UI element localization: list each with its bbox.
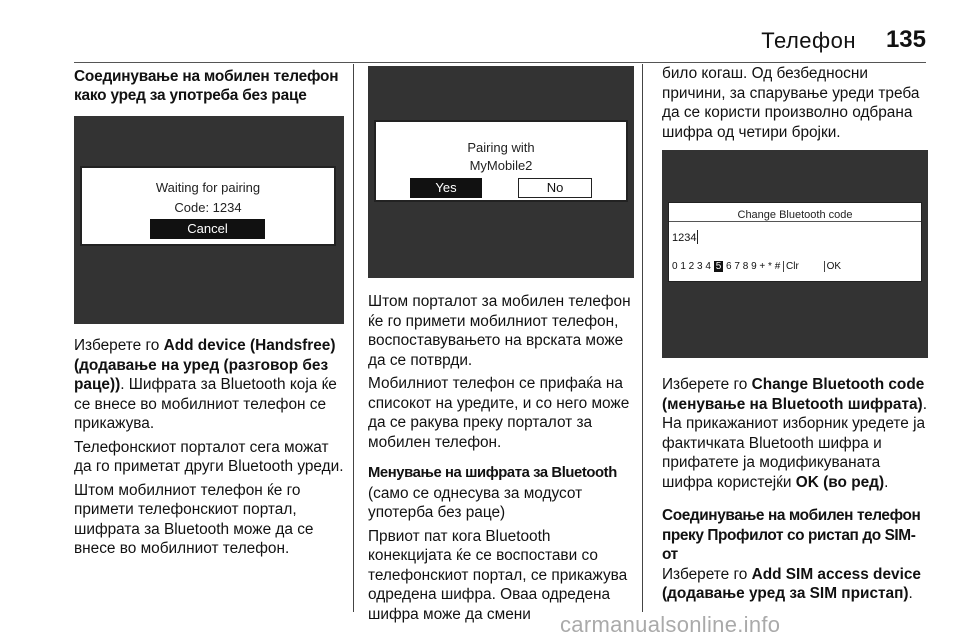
col1-body	[74, 336, 344, 563]
section-title: Телефон	[761, 28, 856, 53]
col2-paragraph-3: Првиот пат кога Bluetooth конекцијата ќе се воспостави со телефонскиот портал, се прикажува одредена шифра. Оваа одредена шифра може да смени	[368, 527, 628, 623]
pairing-confirm-screen-image	[368, 66, 634, 278]
watermark: carmanualsonline.info	[560, 612, 781, 637]
col3-heading: Соединување на мобилен телефон преку Профилот со ристап до SIM-от	[662, 507, 921, 563]
col2-paragraph-2: Мобилниот телефон се прифаќа на списокот на уредите, и со него може да се ракува преку порталот за мобилен телефон.	[368, 375, 630, 451]
col3-paragraph-1: Изберете го Change Bluetooth code (менување на Bluetooth шифрата). На прикажаниот изборник уредете ја фактичката Bluetooth шифра и прифатете ја модификуваната шифра користејќи OK (во ред).	[662, 376, 927, 491]
pairing-dialog	[80, 166, 336, 246]
header-rule	[74, 62, 926, 63]
col1-heading: Соединување на мобилен телефон како уред за употреба без раце	[74, 68, 339, 104]
change-code-title: Change Bluetooth code	[737, 209, 853, 221]
change-code-dialog	[668, 202, 922, 282]
page-header	[74, 20, 926, 56]
pairing-confirm-dialog	[374, 120, 628, 202]
col2-subheading: (само се однесува за модусот употерба без раце)	[368, 484, 583, 521]
dialog-title-rule	[669, 221, 921, 222]
no-button[interactable]: No	[518, 178, 592, 198]
keypad-digits-before[interactable]: 0 1 2 3 4	[672, 261, 711, 272]
ok-button[interactable]: OK	[824, 261, 841, 272]
col2-body	[368, 292, 634, 628]
col2-paragraph-1: Штом порталот за мобилен телефон ќе го примети мобилниот телефон, воспоставувањето на врската може да се потврди.	[368, 293, 631, 369]
col1-paragraph-1: Изберете го Add device (Handsfree) (додавање на уред (разговор без раце)). Шифрата за Bluetooth која ќе се внесе во мобилниот телефон се прикажува.	[74, 337, 337, 432]
pairing-with-text: Pairing with	[467, 140, 535, 155]
col3-body	[662, 375, 928, 608]
code-text: Code: 1234	[174, 200, 242, 215]
column-divider-1	[353, 64, 354, 612]
column-divider-2	[642, 64, 643, 612]
clear-button[interactable]: Clr	[783, 261, 799, 272]
text-cursor	[697, 230, 698, 244]
change-code-screen-image	[662, 150, 928, 358]
col1-paragraph-3: Штом мобилниот телефон ќе го примети телефонскиот портал, шифрата за Bluetooth може да се внесе во мобилниот телефон.	[74, 481, 314, 557]
waiting-text: Waiting for pairing	[155, 180, 261, 195]
col3-paragraph-0: било когаш. Од безбедносни причини, за спарување уреди треба да се користи произволно одбрана шифра од четири бројки.	[662, 65, 920, 141]
keypad-selected-key[interactable]: 5	[715, 261, 722, 272]
col1-paragraph-2: Телефонскиот порталот сега можат да го приметат други Bluetooth уреди.	[74, 438, 344, 475]
col3-paragraph-2: Изберете го Add SIM access device (додавање уред за SIM пристап).	[662, 565, 921, 602]
yes-button[interactable]: Yes	[410, 178, 482, 198]
keypad-digits-after[interactable]: 6 7 8 9 + * #	[726, 261, 781, 272]
page-number: 135	[885, 26, 926, 53]
cancel-button[interactable]: Cancel	[150, 219, 265, 239]
code-field[interactable]: 1234	[672, 232, 697, 244]
keypad-row	[672, 257, 841, 277]
pairing-screen-image	[74, 116, 344, 324]
col2-heading: Менување на шифрата за Bluetooth	[368, 465, 617, 481]
device-name-text: MyMobile2	[469, 158, 533, 173]
